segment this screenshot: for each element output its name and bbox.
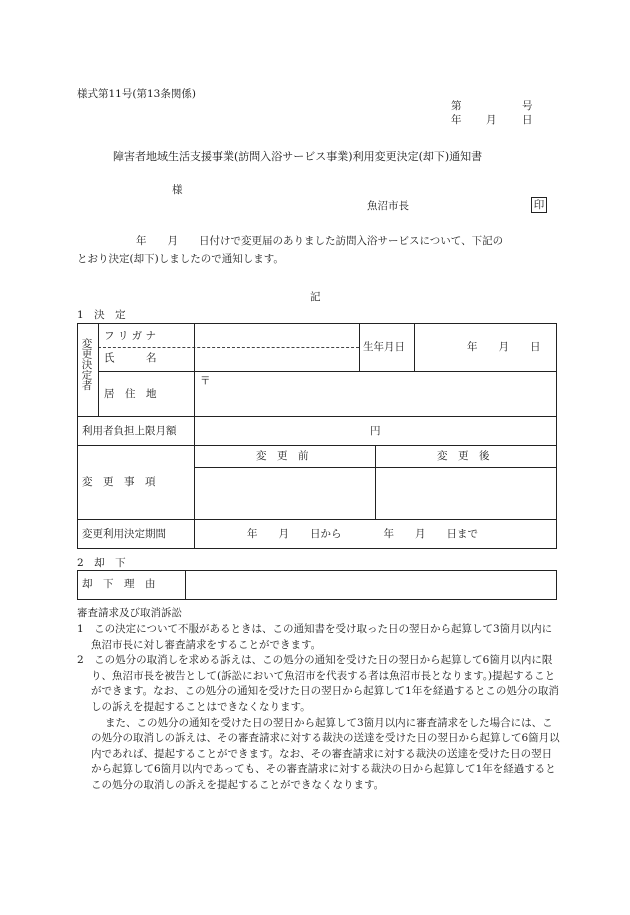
period-label: 変更利用決定期間 [82, 528, 166, 540]
before-label: 変 更 前 [256, 450, 309, 462]
document-title: 障害者地域生活支援事業(訪問入浴サービス事業)利用変更決定(却下)通知書 [113, 150, 483, 163]
column-divider [98, 323, 99, 416]
column-divider [375, 445, 376, 519]
date-month: 月 [486, 114, 497, 126]
furigana-label: フ リ ガ ナ [104, 330, 157, 342]
seal-mark: 印 [531, 197, 547, 213]
date-day: 日 [522, 114, 533, 126]
number-suffix: 号 [522, 100, 533, 112]
limit-unit: 円 [370, 425, 381, 437]
address-label: 居 住 地 [104, 388, 157, 400]
note-item-1: 1 この決定について不服があるときは、この通知書を受け取った日の翌日から起算して3箇月以内に魚沼市長に対し審査請求をすることができます。 [77, 623, 553, 651]
date-year: 年 [451, 114, 462, 126]
form-id: 様式第11号(第13条関係) [77, 88, 196, 100]
postal-mark: 〒 [200, 375, 211, 387]
birthdate-value: 年 月 日 [467, 341, 541, 353]
after-label: 変 更 後 [437, 450, 490, 462]
limit-label: 利用者負担上限月額 [82, 425, 177, 437]
column-divider [414, 323, 415, 371]
furigana-dashed-divider [98, 347, 359, 348]
notes-heading: 審査請求及び取消訴訟 [77, 607, 182, 619]
column-divider [194, 323, 195, 549]
section2-heading: 2 却 下 [77, 557, 126, 569]
note-item-2: 2 この処分の取消しを求める訴えは、この処分の通知を受けた日の翌日から起算して6箇月以内に限り、魚沼市長を被告として(訴訟において魚沼市を代表する者は魚沼市長となります。)提起することができます。なお、この処分の通知を受けた日の翌日から起算して1年を経過するとこの処分の取消しの訴えを提起することはできなくなります。 [77, 654, 559, 713]
period-value: 年 月 日から 年 月 日まで [247, 528, 478, 540]
section1-heading: 1 決 定 [77, 309, 126, 321]
issuer: 魚沼市長 [367, 200, 409, 212]
row-divider [77, 519, 557, 520]
name-label: 氏 名 [104, 352, 157, 364]
column-divider [359, 323, 360, 371]
intro-line-1: 年 月 日付けで変更届のありました訪問入浴サービスについて、下記の [136, 235, 504, 247]
note-paragraph: また、この処分の通知を受けた日の翌日から起算して3箇月以内に審査請求をした場合には、この処分の取消しの訴えは、その審査請求に対する裁決の送達を受けた日の翌日から起算して6箇月以内であれば、提起することができます。なお、その審査請求に対する裁決の送達を受けた日の翌日から起算して6箇月以内であっても、その審査請求に対する裁決の日から起算して1年を経過するとこの処分の取消しの訴えを提起することができなくなります。 [91, 716, 560, 791]
birthdate-label: 生年月日 [363, 341, 405, 353]
column-divider [185, 570, 186, 600]
group-label: 変更決定者 [80, 338, 93, 391]
change-label: 変 更 事 項 [82, 476, 156, 488]
notes-body [77, 622, 561, 794]
reason-label: 却 下 理 由 [82, 578, 156, 590]
recipient-suffix: 様 [172, 184, 183, 196]
ki-heading: 記 [310, 291, 321, 303]
number-prefix: 第 [451, 100, 462, 112]
row-divider [98, 371, 557, 372]
row-divider [77, 416, 557, 417]
intro-line-2: とおり決定(却下)しましたので通知します。 [77, 253, 284, 265]
row-divider [77, 445, 557, 446]
